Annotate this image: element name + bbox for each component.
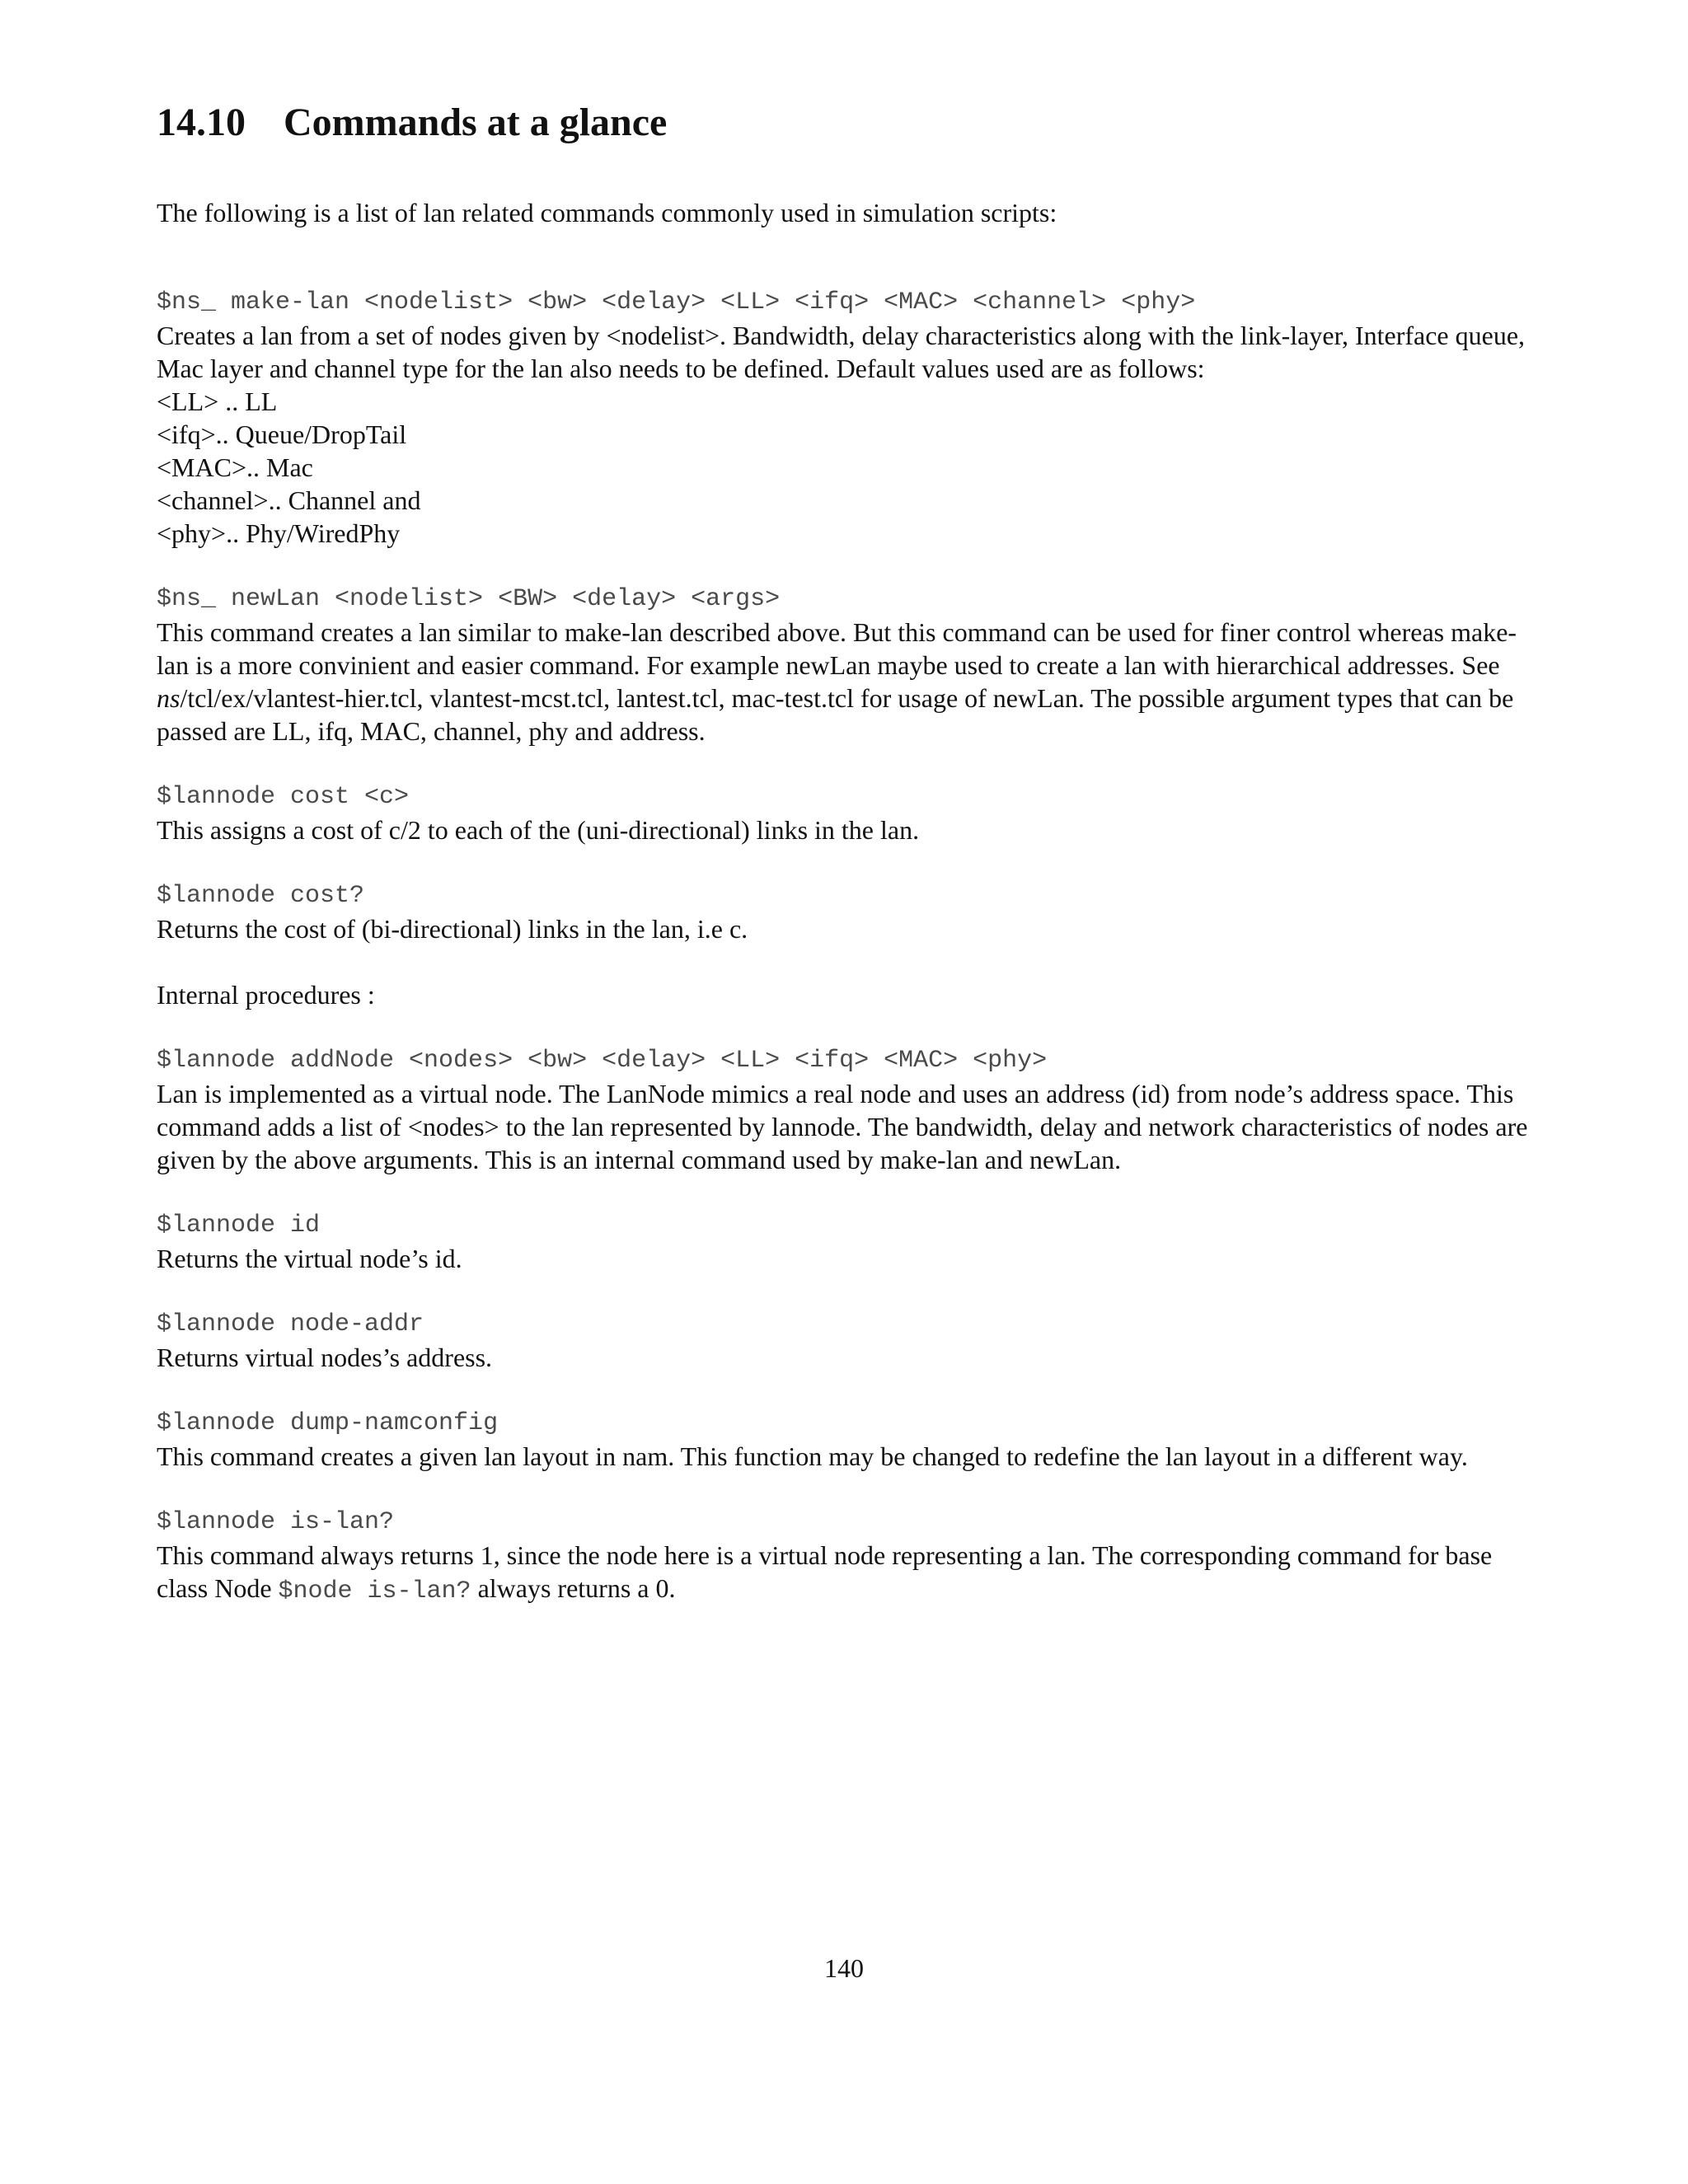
default-value-mac: <MAC>.. Mac <box>157 452 313 482</box>
command-entry-cost <box>157 780 1541 846</box>
default-value-channel: <channel>.. Channel and <box>157 485 421 515</box>
command-description: This command creates a given lan layout in nam. This function may be changed to redefine the lan layout in a different way. <box>157 1441 1468 1471</box>
command-list <box>157 286 1541 1608</box>
command-entry-newlan <box>157 583 1541 748</box>
command-description <box>157 1539 1541 1608</box>
command-entry-cost-query <box>157 879 1541 945</box>
command-entry-dump-namconfig <box>157 1407 1541 1473</box>
command-signature: $lannode id <box>157 1212 321 1240</box>
command-description: Lan is implemented as a virtual node. The LanNode mimics a real node and uses an address (id) from node’s address space. This command adds a list of <nodes> to the lan represented by lannode. The bandwidth, delay and network characteristics of nodes are given by the above arguments. This is an internal command used by make-lan and newLan. <box>157 1079 1528 1174</box>
command-entry-is-lan <box>157 1506 1541 1608</box>
command-entry-make-lan <box>157 286 1541 550</box>
command-description: Returns the virtual node’s id. <box>157 1244 462 1273</box>
command-signature: $lannode dump-namconfig <box>157 1409 499 1437</box>
document-page <box>157 91 1541 1641</box>
description-text: This command creates a lan similar to make-lan described above. But this command can be used for finer control whereas make-lan is a more convinient and easier command. For example newLan maybe used to create a lan with hierarchical addresses. See <box>157 617 1517 680</box>
default-values-list <box>157 385 1541 550</box>
command-signature: $lannode is-lan? <box>157 1508 395 1536</box>
description-text: This command always returns 1, since the node here is a virtual node representing a lan. The corresponding command for base class Node <box>157 1540 1493 1603</box>
section-number: 14.10 <box>157 101 246 144</box>
internal-procedures-heading: Internal procedures : <box>157 980 375 1010</box>
intro-paragraph: The following is a list of lan related commands commonly used in simulation scripts: <box>157 198 1057 227</box>
command-entry-node-addr <box>157 1308 1541 1374</box>
command-entry-id <box>157 1209 1541 1275</box>
default-value-ll: <LL> .. LL <box>157 387 278 416</box>
command-signature: $ns_ newLan <nodelist> <BW> <delay> <args> <box>157 585 781 613</box>
command-description: Creates a lan from a set of nodes given by <nodelist>. Bandwidth, delay characteristics along with the link-layer, Interface queue, Mac layer and channel type for the lan also needs to be defined. Default values used are as follows: <box>157 321 1526 383</box>
command-signature: $lannode cost <c> <box>157 783 410 811</box>
description-text: always returns a 0. <box>471 1573 676 1603</box>
command-signature: $lannode cost? <box>157 882 365 910</box>
page-number: 140 <box>824 1953 864 1983</box>
default-value-phy: <phy>.. Phy/WiredPhy <box>157 518 401 548</box>
command-description: Returns virtual nodes’s address. <box>157 1343 493 1372</box>
default-value-ifq: <ifq>.. Queue/DropTail <box>157 419 407 449</box>
description-text: /tcl/ex/vlantest-hier.tcl, vlantest-mcst.tcl, lantest.tcl, mac-test.tcl for usage of newLan. The possible argument types that can be passed are LL, ifq, MAC, channel, phy and address. <box>157 683 1514 746</box>
section-title: Commands at a glance <box>284 101 668 144</box>
ns-path-italic: ns <box>157 683 181 713</box>
command-signature: $ns_ make-lan <nodelist> <bw> <delay> <LL> <ifq> <MAC> <channel> <phy> <box>157 288 1196 316</box>
command-description: This assigns a cost of c/2 to each of the (uni-directional) links in the lan. <box>157 815 920 845</box>
inline-code: $node is-lan? <box>278 1577 471 1605</box>
command-entry-addnode <box>157 1044 1541 1176</box>
command-description <box>157 616 1541 748</box>
section-heading <box>157 91 1541 155</box>
command-signature: $lannode node-addr <box>157 1310 424 1338</box>
command-description: Returns the cost of (bi-directional) links in the lan, i.e c. <box>157 914 748 944</box>
command-signature: $lannode addNode <nodes> <bw> <delay> <LL> <ifq> <MAC> <phy> <box>157 1047 1048 1075</box>
